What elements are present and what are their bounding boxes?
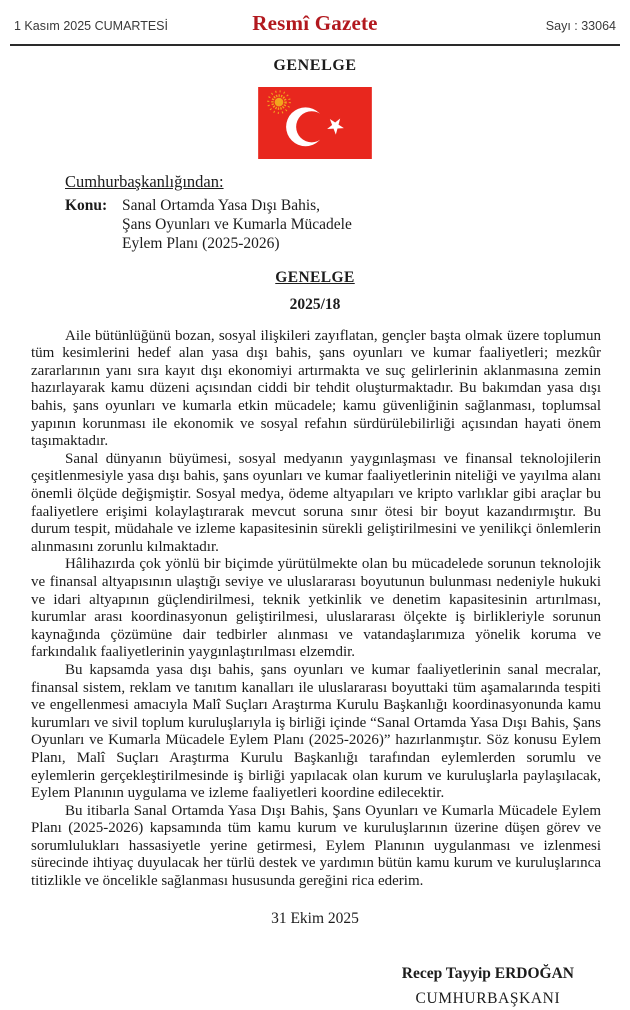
circular-title: GENELGE: [275, 268, 355, 286]
subject-line: Sanal Ortamda Yasa Dışı Bahis,: [122, 197, 321, 214]
flag-container: [0, 87, 630, 159]
subject-label: Konu:: [65, 197, 108, 214]
circular-number: 2025/18: [289, 295, 341, 313]
issuer-line: Cumhurbaşkanlığından:: [65, 172, 224, 191]
gazette-masthead: [10, 0, 620, 46]
circular-body: [31, 328, 601, 891]
paragraph: Bu itibarla Sanal Ortamda Yasa Dışı Bahis, Şans Oyunları ve Kumarla Mücadele Eylem Planı (2025-2026) kapsamında tüm kamu kurum ve kuruluşlarının üzerine düşen görev ve sorumlulukları hassasiyetle yerine getirmesi, Eylem Planının uygulanması ve izlenmesi sürecinde ihtiyaç duyulacak her türlü destek ve yardımın bütün kamu kurum ve kuruluşlarınca titizlikle ve öncelikle sağlanması hususunda gereğini rica ederim.: [31, 802, 601, 890]
crescent-inner: [296, 111, 327, 142]
section-heading: GENELGE: [273, 57, 357, 74]
gazette-date: 1 Kasım 2025 CUMARTESİ: [14, 19, 168, 33]
signature-block: [0, 965, 630, 1008]
paragraph: Sanal dünyanın büyümesi, sosyal medyanın yaygınlaşması ve finansal teknolojilerin çeşitlenmesiyle yasa dışı bahis, şans oyunları ve kumar faaliyetlerinin niteliği ve yayılma alanı önemli ölçüde değişmiştir. Sosyal medya, ödeme altyapıları ve kripto varlıklar gibi araçlar bu faaliyetlere erişimi kolaylaştırarak mevcut soruna sınır ötesi bir boyut kazandırmıştır. Bu durum tespit, müdahale ve izleme kapasitesinin sürekli geliştirilmesini ve yenilikçi önlemlerin alınmasını zorunlu kılmaktadır.: [31, 450, 601, 555]
paragraph: Hâlihazırda çok yönlü bir biçimde yürütülmekte olan bu mücadelede sorunun teknolojik ve finansal altyapısının ulaştığı seviye ve uluslararası boyutunun bulunması nedeniyle hukuki ve idari altyapının güçlendirilmesi, teknik yetkinlik ve denetim kapasitesinin artırılması, kurumlar arası koordinasyonun geliştirilmesi, uluslararası ölçekte iş birlikleriyle sorunun kaynağında çözümüne dair tedbirler alınması ve vatandaşlarımıza yönelik koruma ve farkındalık faaliyetlerinin yaygınlaştırılması elzemdir.: [31, 556, 601, 661]
subject-text: [122, 196, 630, 254]
paragraph: Aile bütünlüğünü bozan, sosyal ilişkileri zayıflatan, gençler başta olmak üzere toplumun tüm kesimlerini hedef alan yasa dışı bahis, şans oyunları ve kumar faaliyetleri; mezkûr zararlarının yanı sıra kayıt dışı ekonomiyi artırmakta ve suç gelirlerinin aklanmasına zemin hazırlayarak kamu düzeni açısından ciddi bir tehdit oluşturmaktadır. Bu bakımdan yasa dışı bahis, şans oyunları ve kumarla etkin mücadele; kamu güvenliğinin sağlanması, toplumsal yapının korunması ile ekonomik ve sosyal refahın sürdürülebilirliği açısından hayati önem taşımaktadır.: [31, 327, 601, 450]
subject-block: [65, 196, 630, 254]
signatory-title: CUMHURBAŞKANI: [415, 989, 561, 1007]
subject-line: Eylem Planı (2025-2026): [122, 235, 280, 253]
signatory-name: Recep Tayyip ERDOĞAN: [401, 964, 574, 982]
turkish-presidential-flag-icon: [258, 87, 372, 159]
subject-line: Şans Oyunları ve Kumarla Mücadele: [122, 216, 352, 234]
gazette-title: Resmî Gazete: [252, 11, 378, 35]
paragraph: Bu kapsamda yasa dışı bahis, şans oyunları ve kumar faaliyetlerinin sanal mecralar, finansal sistem, reklam ve tanıtım kanalları ile uluslararası boyuttaki tüm aşamalarında tespiti ve engellenmesi amacıyla Malî Suçları Araştırma Kurulu Başkanlığı koordinasyonunda kamu kurumları ve sivil toplum kuruluşlarıyla iş birliği içinde “Sanal Ortamda Yasa Dışı Bahis, Şans Oyunları ve Kumarla Mücadele Eylem Planı (2025-2026)” hazırlanmıştır. Söz konusu Eylem Planı, Malî Suçları Araştırma Kurulu Başkanlığı tarafından eylemlerden sorumlu ve eylemlerin gerçekleştirilmesinde iş birliği yapılacak olan kurum ve kuruluşlarla paylaşılacak, Eylem Planının uygulama ve izleme faaliyetleri koordine edilecektir.: [31, 661, 601, 802]
issue-date-line: 31 Ekim 2025: [271, 909, 359, 927]
gazette-issue-number: Sayı : 33064: [545, 19, 616, 33]
issuer-block: [65, 172, 630, 254]
